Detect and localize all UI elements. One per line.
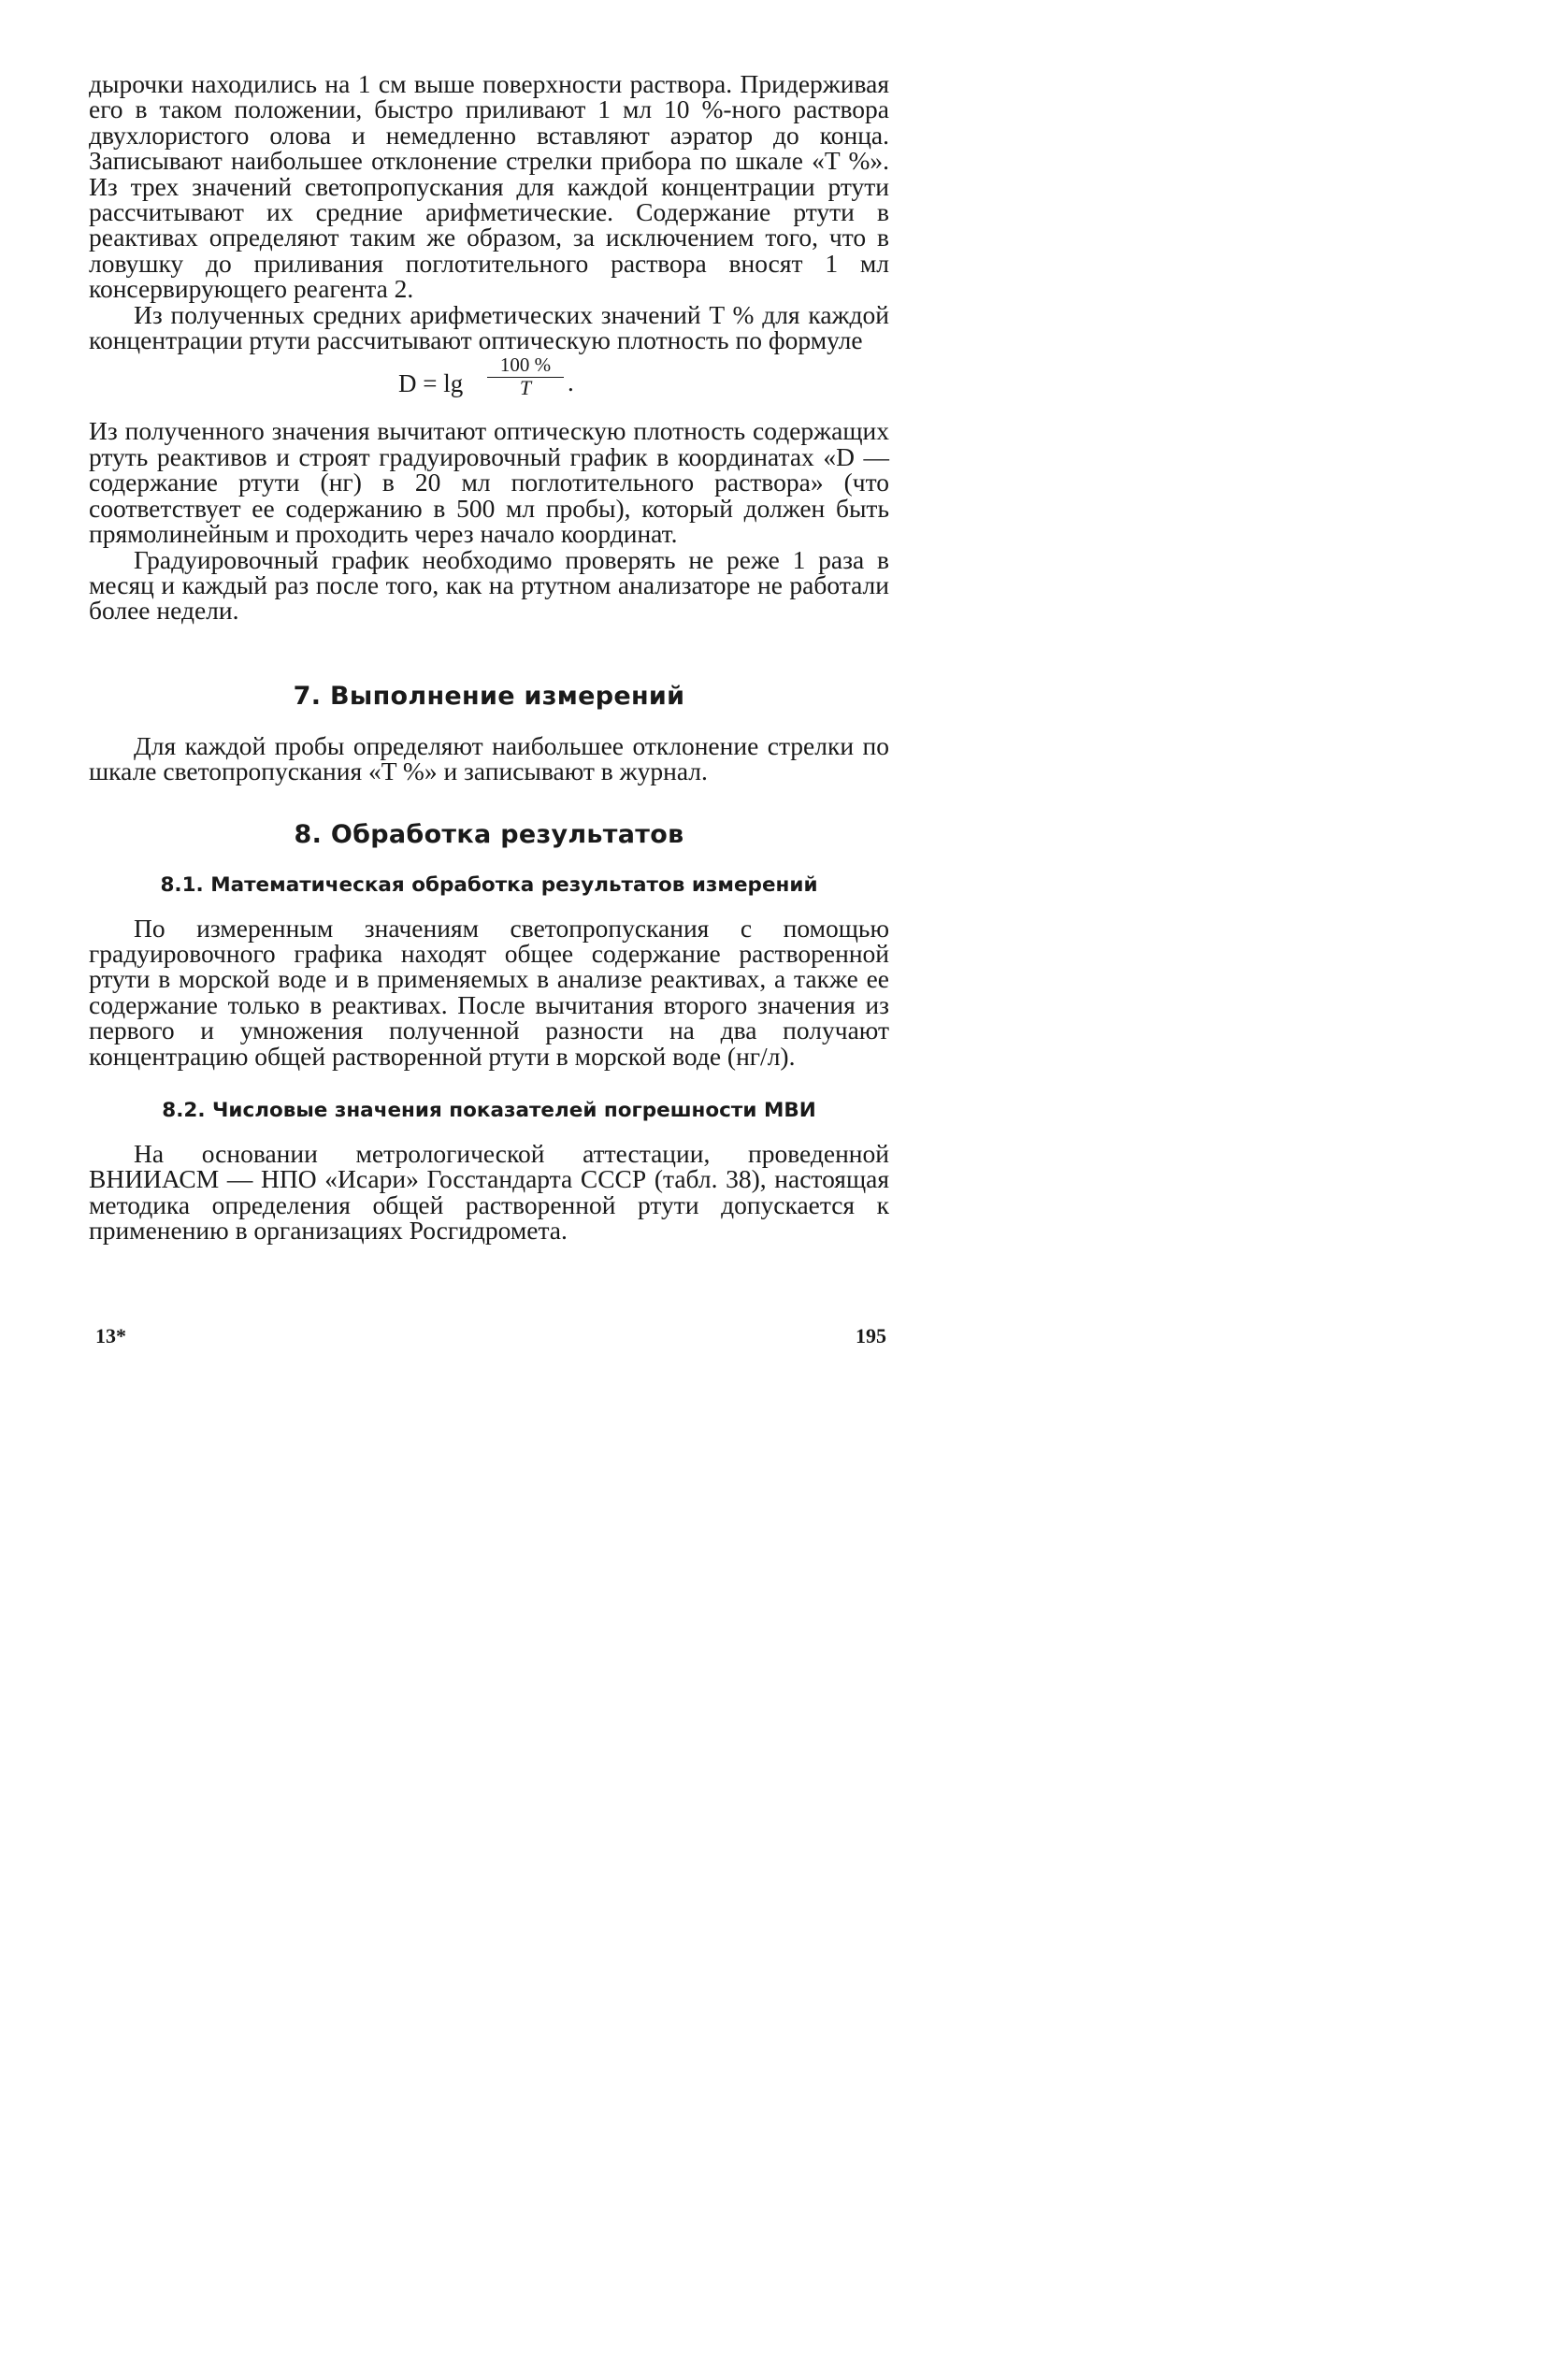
paragraph-certification: На основании метрологической аттестации, проведенной ВНИИАСМ — НПО «Исари» Госстандарта СССР (табл. 38), настоящая методика определения общей растворенной ртути допускается к применению в организациях Росгидромета. [89,1138,889,1246]
heading-section-8-2: 8.2. Числовые значения показателей погрешности МВИ [162,1098,816,1122]
paragraph-calibration-check: Градуировочный график необходимо проверять не реже 1 раза в месяц и каждый раз после того, как на ртутном анализаторе не работали более недели. [89,544,889,626]
optical-density-formula [89,353,889,418]
paragraph-math-processing: По измеренным значениям светопропускания с помощью градуировочного графика находят общее содержание растворенной ртути в морской воде и в применяемых в анализе реактивах, а также ее содержание только в реактивах. После вычитания второго значения из первого и умножения полученной разности на два получают концентрацию общей растворенной ртути в морской воде (нг/л). [89,913,889,1071]
formula-numerator: 100 % [499,353,552,377]
formula-fraction [483,353,568,398]
page-body [89,71,889,1244]
heading-section-7: 7. Выполнение измерений [293,681,685,711]
paragraph-aerator-procedure: дырочки находились на 1 см выше поверхности раствора. Придерживая его в таком положении, быстро приливают 1 мл 10 %-ного раствора двухлористого олова и немедленно вставляют аэратор до конца. Записывают наибольшее отклонение стрелки прибора по шкале «T %». Из трех значений светопропускания для каждой концентрации ртути рассчитывают их средние арифметические. Содержание ртути в реактивах определяют таким же образом, за исключением того, что в ловушку до приливания поглотительного раствора вносят 1 мл консервирующего реагента 2. [89,69,889,304]
paragraph-calibration-graph: Из полученного значения вычитают оптическую плотность содержащих ртуть реактивов и строят градуировочный график в координатах «D — содержание ртути (нг) в 20 мл поглотительного раствора» (что соответствует ее содержанию в 500 мл пробы), который должен быть прямолинейным и проходить через начало координат. [89,416,889,549]
paragraph-measurement: Для каждой пробы определяют наибольшее отклонение стрелки по шкале светопропускания «T %» и записывают в журнал. [89,730,889,786]
formula-end: . [568,368,574,397]
formula-denominator: T [519,376,532,400]
signature-mark: 13* [95,1324,126,1347]
formula-lhs: D = lg [398,369,464,398]
paragraph-optical-density: Из полученных средних арифметических значений T % для каждой концентрации ртути рассчитывают оптическую плотность по формуле [89,299,889,355]
page-number: 195 [856,1324,886,1347]
heading-section-8: 8. Обработка результатов [294,819,684,849]
heading-section-8-1: 8.1. Математическая обработка результатов измерений [160,872,818,897]
